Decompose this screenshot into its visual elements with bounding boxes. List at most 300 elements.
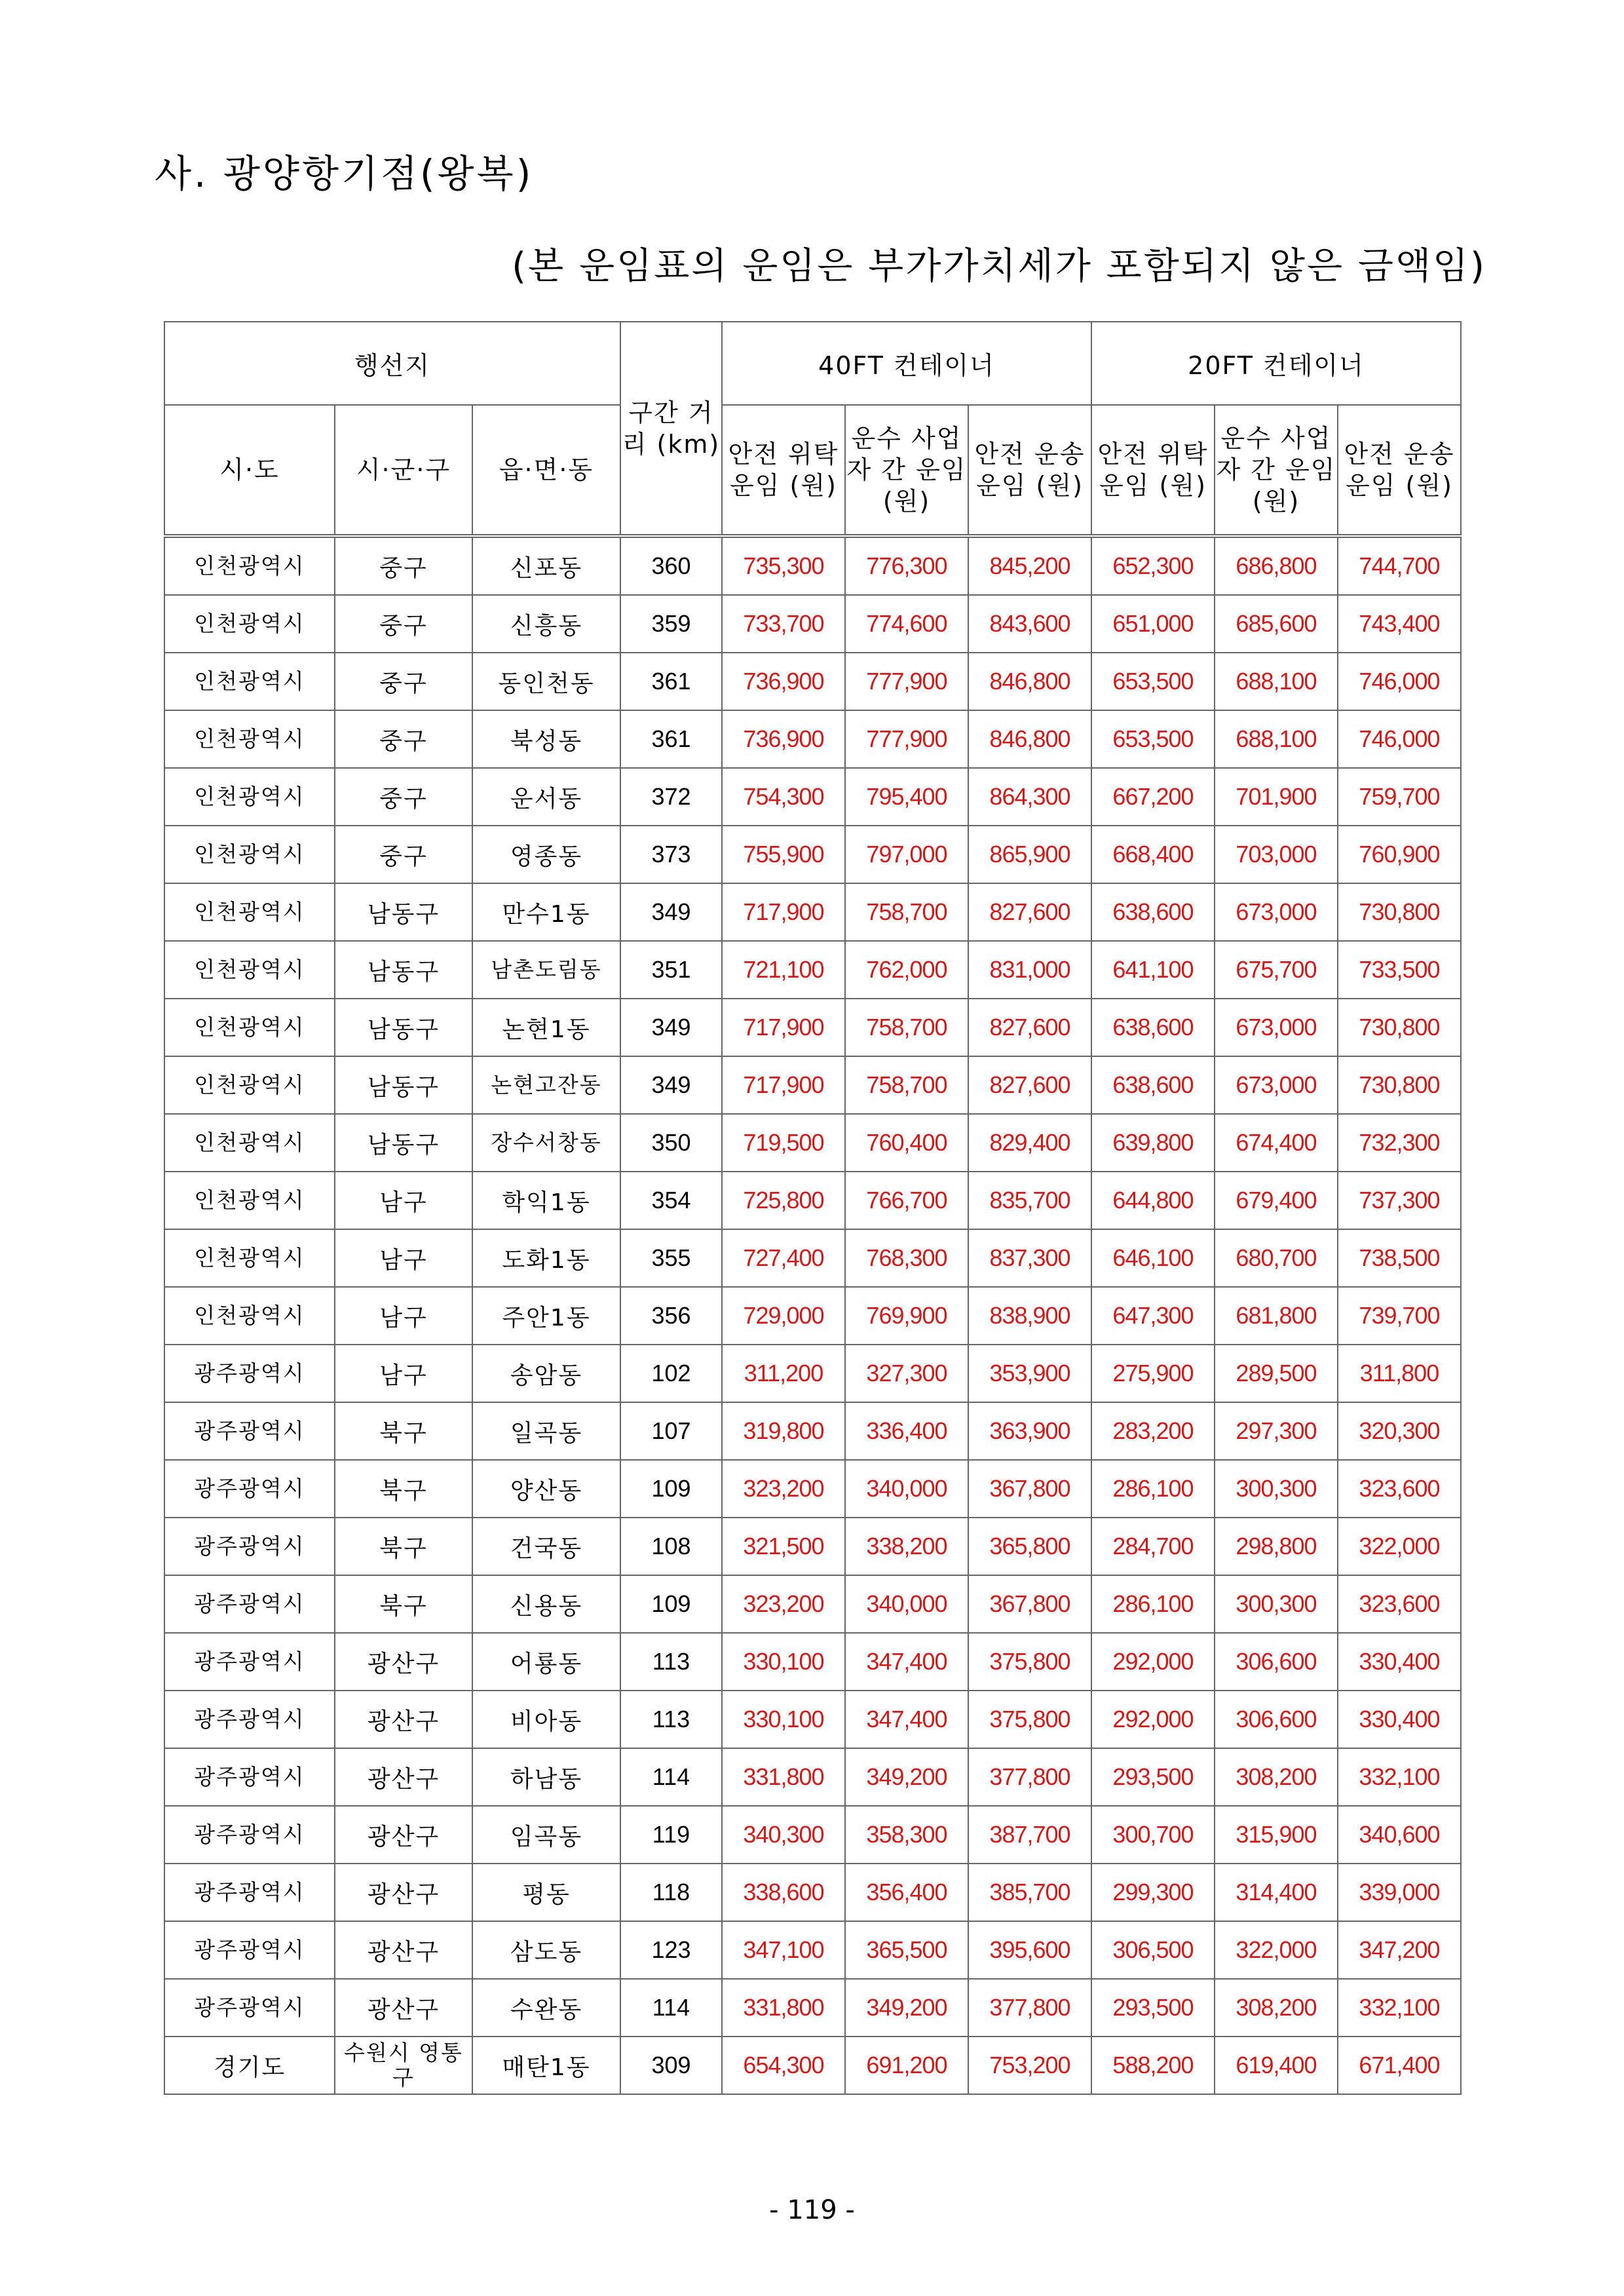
distance-cell: 349 [620,1056,722,1114]
fare-40ft-consign-cell: 338,600 [722,1864,845,1921]
sido-cell: 경기도 [164,2037,335,2094]
table-row [164,1691,1461,1748]
fare-20ft-consign-cell: 275,900 [1091,1345,1215,1402]
sido-cell: 인천광역시 [164,1287,335,1345]
table-row [164,999,1461,1056]
sido-cell: 인천광역시 [164,941,335,999]
dong-cell: 매탄1동 [472,2037,620,2094]
fare-40ft-between-cell: 760,400 [845,1114,968,1172]
fare-40ft-consign-cell: 735,300 [722,536,845,595]
fare-40ft-transport-cell: 831,000 [968,941,1091,999]
fare-20ft-consign-cell: 639,800 [1091,1114,1215,1172]
fare-40ft-between-cell: 327,300 [845,1345,968,1402]
fare-20ft-consign-cell: 653,500 [1091,710,1215,768]
fare-40ft-consign-cell: 311,200 [722,1345,845,1402]
sido-cell: 인천광역시 [164,1229,335,1287]
fare-20ft-between-cell: 300,300 [1215,1575,1338,1633]
fare-20ft-consign-cell: 646,100 [1091,1229,1215,1287]
sigungu-cell: 남동구 [335,1056,472,1114]
fare-between-40-header: 운수 사업자 간 운임 (원) [845,405,968,536]
sido-cell: 인천광역시 [164,710,335,768]
distance-cell: 372 [620,768,722,826]
fare-20ft-transport-cell: 332,100 [1338,1979,1461,2037]
destination-header: 행선지 [164,322,620,405]
fare-40ft-transport-cell: 377,800 [968,1979,1091,2037]
fare-40ft-transport-cell: 838,900 [968,1287,1091,1345]
fare-20ft-transport-cell: 744,700 [1338,536,1461,595]
fare-20ft-consign-cell: 292,000 [1091,1633,1215,1691]
sigungu-cell: 광산구 [335,1748,472,1806]
fare-20ft-between-cell: 673,000 [1215,883,1338,941]
fare-20ft-consign-cell: 667,200 [1091,768,1215,826]
table-row [164,883,1461,941]
fare-20ft-consign-cell: 668,400 [1091,826,1215,883]
container-20ft-header: 20FT 컨테이너 [1091,322,1461,405]
fare-20ft-transport-cell: 320,300 [1338,1402,1461,1460]
section-title: 사. 광양항기점(왕복) [155,151,534,196]
fare-transport-20-header: 안전 운송 운임 (원) [1338,405,1461,536]
fare-20ft-between-cell: 673,000 [1215,1056,1338,1114]
sigungu-cell: 남동구 [335,941,472,999]
dong-cell: 만수1동 [472,883,620,941]
fare-40ft-consign-cell: 736,900 [722,653,845,710]
fare-20ft-between-cell: 306,600 [1215,1633,1338,1691]
fare-20ft-between-cell: 322,000 [1215,1921,1338,1979]
fare-20ft-between-cell: 673,000 [1215,999,1338,1056]
fare-40ft-transport-cell: 375,800 [968,1691,1091,1748]
sigungu-cell: 북구 [335,1518,472,1575]
fare-40ft-consign-cell: 319,800 [722,1402,845,1460]
fare-20ft-consign-cell: 284,700 [1091,1518,1215,1575]
fare-20ft-between-cell: 315,900 [1215,1806,1338,1864]
sigungu-cell: 남구 [335,1172,472,1229]
fare-40ft-transport-cell: 829,400 [968,1114,1091,1172]
table-row [164,595,1461,653]
freight-rate-table [164,321,1462,2095]
fare-20ft-consign-cell: 647,300 [1091,1287,1215,1345]
dong-cell: 평동 [472,1864,620,1921]
page-number: - 119 - [769,2195,855,2225]
sido-cell: 인천광역시 [164,1056,335,1114]
dong-cell: 비아동 [472,1691,620,1748]
dong-cell: 남촌도림동 [472,941,620,999]
dong-cell: 주안1동 [472,1287,620,1345]
distance-cell: 107 [620,1402,722,1460]
fare-between-20-header: 운수 사업자 간 운임 (원) [1215,405,1338,536]
dong-cell: 하남동 [472,1748,620,1806]
fare-40ft-between-cell: 768,300 [845,1229,968,1287]
sigungu-cell: 중구 [335,653,472,710]
fare-20ft-transport-cell: 730,800 [1338,1056,1461,1114]
distance-header: 구간 거리 (km) [620,322,722,536]
fare-40ft-between-cell: 766,700 [845,1172,968,1229]
fare-40ft-consign-cell: 727,400 [722,1229,845,1287]
distance-cell: 354 [620,1172,722,1229]
distance-cell: 109 [620,1575,722,1633]
table-row [164,1287,1461,1345]
fare-20ft-transport-cell: 330,400 [1338,1633,1461,1691]
table-row [164,653,1461,710]
fare-20ft-between-cell: 686,800 [1215,536,1338,595]
fare-20ft-between-cell: 308,200 [1215,1748,1338,1806]
dong-cell: 건국동 [472,1518,620,1575]
fare-20ft-between-cell: 703,000 [1215,826,1338,883]
fare-40ft-between-cell: 349,200 [845,1748,968,1806]
fare-40ft-between-cell: 340,000 [845,1460,968,1518]
distance-cell: 109 [620,1460,722,1518]
distance-cell: 349 [620,883,722,941]
fare-20ft-between-cell: 674,400 [1215,1114,1338,1172]
fare-40ft-between-cell: 777,900 [845,653,968,710]
fare-40ft-transport-cell: 827,600 [968,999,1091,1056]
table-row [164,1806,1461,1864]
fare-40ft-consign-cell: 717,900 [722,999,845,1056]
dong-cell: 신용동 [472,1575,620,1633]
dong-cell: 도화1동 [472,1229,620,1287]
dong-cell: 논현1동 [472,999,620,1056]
sigungu-cell: 북구 [335,1402,472,1460]
fare-20ft-between-cell: 681,800 [1215,1287,1338,1345]
fare-20ft-transport-cell: 671,400 [1338,2037,1461,2094]
sido-cell: 광주광역시 [164,1748,335,1806]
table-row [164,536,1461,595]
sido-header: 시·도 [164,405,335,536]
fare-20ft-transport-cell: 738,500 [1338,1229,1461,1287]
fare-20ft-transport-cell: 739,700 [1338,1287,1461,1345]
fare-40ft-transport-cell: 846,800 [968,653,1091,710]
fare-40ft-consign-cell: 736,900 [722,710,845,768]
dong-cell: 신흥동 [472,595,620,653]
dong-cell: 삼도동 [472,1921,620,1979]
fare-20ft-consign-cell: 286,100 [1091,1460,1215,1518]
fare-40ft-between-cell: 347,400 [845,1633,968,1691]
sigungu-cell: 중구 [335,595,472,653]
distance-cell: 119 [620,1806,722,1864]
fare-40ft-consign-cell: 717,900 [722,883,845,941]
fare-20ft-transport-cell: 730,800 [1338,883,1461,941]
fare-40ft-between-cell: 338,200 [845,1518,968,1575]
fare-20ft-consign-cell: 306,500 [1091,1921,1215,1979]
sigungu-cell: 남구 [335,1345,472,1402]
sido-cell: 광주광역시 [164,1575,335,1633]
sido-cell: 인천광역시 [164,653,335,710]
sigungu-cell: 남구 [335,1229,472,1287]
fare-consign-40-header: 안전 위탁 운임 (원) [722,405,845,536]
dong-cell: 임곡동 [472,1806,620,1864]
table-row [164,1518,1461,1575]
table-row [164,1921,1461,1979]
distance-cell: 373 [620,826,722,883]
distance-cell: 118 [620,1864,722,1921]
fare-20ft-between-cell: 314,400 [1215,1864,1338,1921]
fare-20ft-consign-cell: 299,300 [1091,1864,1215,1921]
distance-cell: 108 [620,1518,722,1575]
table-row [164,1229,1461,1287]
fare-20ft-transport-cell: 347,200 [1338,1921,1461,1979]
fare-20ft-transport-cell: 760,900 [1338,826,1461,883]
sigungu-cell: 남구 [335,1287,472,1345]
fare-20ft-consign-cell: 638,600 [1091,1056,1215,1114]
sigungu-cell: 북구 [335,1575,472,1633]
fare-40ft-between-cell: 776,300 [845,536,968,595]
fare-40ft-transport-cell: 827,600 [968,883,1091,941]
fare-40ft-transport-cell: 846,800 [968,710,1091,768]
distance-cell: 114 [620,1979,722,2037]
table-row [164,1633,1461,1691]
fare-40ft-consign-cell: 323,200 [722,1460,845,1518]
fare-20ft-transport-cell: 323,600 [1338,1460,1461,1518]
fare-40ft-transport-cell: 843,600 [968,595,1091,653]
sido-cell: 인천광역시 [164,1114,335,1172]
fare-40ft-consign-cell: 654,300 [722,2037,845,2094]
table-row [164,1575,1461,1633]
distance-cell: 350 [620,1114,722,1172]
fare-20ft-transport-cell: 311,800 [1338,1345,1461,1402]
sido-cell: 광주광역시 [164,1402,335,1460]
sido-cell: 광주광역시 [164,1460,335,1518]
fare-40ft-between-cell: 795,400 [845,768,968,826]
fare-20ft-between-cell: 679,400 [1215,1172,1338,1229]
sigungu-cell: 광산구 [335,1979,472,2037]
distance-cell: 349 [620,999,722,1056]
sigungu-cell: 광산구 [335,1806,472,1864]
fare-20ft-transport-cell: 332,100 [1338,1748,1461,1806]
fare-20ft-consign-cell: 286,100 [1091,1575,1215,1633]
fare-20ft-transport-cell: 737,300 [1338,1172,1461,1229]
dong-cell: 수완동 [472,1979,620,2037]
fare-20ft-between-cell: 289,500 [1215,1345,1338,1402]
distance-cell: 361 [620,710,722,768]
dong-cell: 논현고잔동 [472,1056,620,1114]
distance-cell: 359 [620,595,722,653]
fare-40ft-transport-cell: 377,800 [968,1748,1091,1806]
fare-20ft-consign-cell: 644,800 [1091,1172,1215,1229]
fare-40ft-transport-cell: 395,600 [968,1921,1091,1979]
fare-40ft-between-cell: 349,200 [845,1979,968,2037]
fare-20ft-transport-cell: 732,300 [1338,1114,1461,1172]
fare-20ft-consign-cell: 283,200 [1091,1402,1215,1460]
fare-40ft-transport-cell: 365,800 [968,1518,1091,1575]
fare-40ft-consign-cell: 721,100 [722,941,845,999]
sigungu-cell: 남동구 [335,999,472,1056]
fare-20ft-between-cell: 297,300 [1215,1402,1338,1460]
fare-40ft-consign-cell: 729,000 [722,1287,845,1345]
fare-20ft-transport-cell: 322,000 [1338,1518,1461,1575]
table-row [164,1979,1461,2037]
fare-40ft-transport-cell: 837,300 [968,1229,1091,1287]
sigungu-cell: 광산구 [335,1633,472,1691]
fare-20ft-transport-cell: 323,600 [1338,1575,1461,1633]
fare-transport-40-header: 안전 운송 운임 (원) [968,405,1091,536]
sigungu-cell: 광산구 [335,1921,472,1979]
fare-40ft-consign-cell: 330,100 [722,1691,845,1748]
fare-20ft-between-cell: 688,100 [1215,653,1338,710]
dong-cell: 송암동 [472,1345,620,1402]
fare-20ft-transport-cell: 340,600 [1338,1806,1461,1864]
fare-20ft-between-cell: 688,100 [1215,710,1338,768]
sigungu-cell: 남동구 [335,883,472,941]
table-row [164,826,1461,883]
fare-20ft-consign-cell: 651,000 [1091,595,1215,653]
sido-cell: 광주광역시 [164,1518,335,1575]
fare-40ft-between-cell: 358,300 [845,1806,968,1864]
sigungu-cell: 중구 [335,768,472,826]
fare-40ft-transport-cell: 845,200 [968,536,1091,595]
fare-40ft-transport-cell: 367,800 [968,1460,1091,1518]
fare-20ft-transport-cell: 746,000 [1338,653,1461,710]
fare-40ft-consign-cell: 719,500 [722,1114,845,1172]
fare-consign-20-header: 안전 위탁 운임 (원) [1091,405,1215,536]
sigungu-cell: 북구 [335,1460,472,1518]
fare-20ft-between-cell: 701,900 [1215,768,1338,826]
distance-cell: 361 [620,653,722,710]
fare-40ft-consign-cell: 323,200 [722,1575,845,1633]
fare-40ft-between-cell: 769,900 [845,1287,968,1345]
fare-40ft-transport-cell: 375,800 [968,1633,1091,1691]
fare-40ft-transport-cell: 387,700 [968,1806,1091,1864]
dong-cell: 영종동 [472,826,620,883]
fare-40ft-transport-cell: 835,700 [968,1172,1091,1229]
fare-40ft-consign-cell: 717,900 [722,1056,845,1114]
fare-20ft-transport-cell: 339,000 [1338,1864,1461,1921]
vat-note: (본 운임표의 운임은 부가가치세가 포함되지 않은 금액임) [512,245,1486,288]
fare-40ft-consign-cell: 725,800 [722,1172,845,1229]
fare-20ft-consign-cell: 652,300 [1091,536,1215,595]
dong-cell: 신포동 [472,536,620,595]
table-row [164,1748,1461,1806]
dong-cell: 학익1동 [472,1172,620,1229]
fare-20ft-between-cell: 300,300 [1215,1460,1338,1518]
fare-40ft-transport-cell: 827,600 [968,1056,1091,1114]
fare-20ft-transport-cell: 330,400 [1338,1691,1461,1748]
table-row [164,1056,1461,1114]
table-row [164,1345,1461,1402]
sido-cell: 광주광역시 [164,1921,335,1979]
fare-40ft-consign-cell: 347,100 [722,1921,845,1979]
dong-cell: 북성동 [472,710,620,768]
fare-20ft-transport-cell: 743,400 [1338,595,1461,653]
fare-20ft-transport-cell: 759,700 [1338,768,1461,826]
fare-20ft-between-cell: 298,800 [1215,1518,1338,1575]
fare-40ft-transport-cell: 353,900 [968,1345,1091,1402]
fare-40ft-between-cell: 365,500 [845,1921,968,1979]
fare-40ft-consign-cell: 340,300 [722,1806,845,1864]
table-row [164,1114,1461,1172]
distance-cell: 355 [620,1229,722,1287]
fare-20ft-between-cell: 675,700 [1215,941,1338,999]
fare-20ft-consign-cell: 292,000 [1091,1691,1215,1748]
fare-40ft-consign-cell: 321,500 [722,1518,845,1575]
distance-cell: 360 [620,536,722,595]
fare-20ft-transport-cell: 746,000 [1338,710,1461,768]
fare-40ft-consign-cell: 733,700 [722,595,845,653]
distance-cell: 113 [620,1691,722,1748]
fare-20ft-between-cell: 306,600 [1215,1691,1338,1748]
table-row [164,1402,1461,1460]
dong-cell: 양산동 [472,1460,620,1518]
sigungu-cell: 수원시 영통구 [335,2037,472,2094]
sigungu-cell: 중구 [335,536,472,595]
fare-40ft-consign-cell: 330,100 [722,1633,845,1691]
sido-cell: 인천광역시 [164,999,335,1056]
dong-cell: 운서동 [472,768,620,826]
fare-40ft-between-cell: 758,700 [845,883,968,941]
fare-20ft-between-cell: 619,400 [1215,2037,1338,2094]
table-row [164,1460,1461,1518]
fare-20ft-consign-cell: 300,700 [1091,1806,1215,1864]
distance-cell: 351 [620,941,722,999]
fare-40ft-between-cell: 336,400 [845,1402,968,1460]
sido-cell: 인천광역시 [164,883,335,941]
fare-40ft-consign-cell: 755,900 [722,826,845,883]
fare-40ft-consign-cell: 754,300 [722,768,845,826]
sido-cell: 광주광역시 [164,1691,335,1748]
fare-40ft-consign-cell: 331,800 [722,1748,845,1806]
sigungu-cell: 중구 [335,826,472,883]
dong-cell: 동인천동 [472,653,620,710]
distance-cell: 114 [620,1748,722,1806]
fare-20ft-consign-cell: 588,200 [1091,2037,1215,2094]
fare-20ft-transport-cell: 733,500 [1338,941,1461,999]
distance-cell: 356 [620,1287,722,1345]
sigungu-cell: 광산구 [335,1691,472,1748]
sido-cell: 인천광역시 [164,826,335,883]
fare-40ft-transport-cell: 367,800 [968,1575,1091,1633]
fare-40ft-transport-cell: 385,700 [968,1864,1091,1921]
sido-cell: 광주광역시 [164,1979,335,2037]
distance-cell: 113 [620,1633,722,1691]
dong-cell: 어룡동 [472,1633,620,1691]
fare-40ft-between-cell: 758,700 [845,1056,968,1114]
fare-20ft-transport-cell: 730,800 [1338,999,1461,1056]
table-row [164,1172,1461,1229]
sido-cell: 인천광역시 [164,595,335,653]
table-row [164,768,1461,826]
fare-40ft-between-cell: 356,400 [845,1864,968,1921]
sigungu-cell: 중구 [335,710,472,768]
fare-40ft-between-cell: 758,700 [845,999,968,1056]
table-row [164,941,1461,999]
dong-cell: 일곡동 [472,1402,620,1460]
sido-cell: 인천광역시 [164,536,335,595]
table-row [164,710,1461,768]
fare-40ft-between-cell: 777,900 [845,710,968,768]
fare-40ft-transport-cell: 363,900 [968,1402,1091,1460]
fare-20ft-between-cell: 685,600 [1215,595,1338,653]
container-40ft-header: 40FT 컨테이너 [722,322,1091,405]
fare-20ft-between-cell: 680,700 [1215,1229,1338,1287]
distance-cell: 102 [620,1345,722,1402]
fare-20ft-consign-cell: 653,500 [1091,653,1215,710]
fare-20ft-consign-cell: 293,500 [1091,1748,1215,1806]
sigungu-cell: 광산구 [335,1864,472,1921]
fare-40ft-transport-cell: 753,200 [968,2037,1091,2094]
fare-40ft-transport-cell: 864,300 [968,768,1091,826]
distance-cell: 123 [620,1921,722,1979]
fare-40ft-between-cell: 797,000 [845,826,968,883]
sido-cell: 광주광역시 [164,1806,335,1864]
fare-40ft-between-cell: 347,400 [845,1691,968,1748]
fare-40ft-between-cell: 762,000 [845,941,968,999]
fare-20ft-consign-cell: 641,100 [1091,941,1215,999]
eupmyeondong-header: 읍·면·동 [472,405,620,536]
dong-cell: 장수서창동 [472,1114,620,1172]
fare-20ft-between-cell: 308,200 [1215,1979,1338,2037]
sido-cell: 인천광역시 [164,1172,335,1229]
fare-20ft-consign-cell: 638,600 [1091,883,1215,941]
fare-20ft-consign-cell: 638,600 [1091,999,1215,1056]
sigungu-cell: 남동구 [335,1114,472,1172]
